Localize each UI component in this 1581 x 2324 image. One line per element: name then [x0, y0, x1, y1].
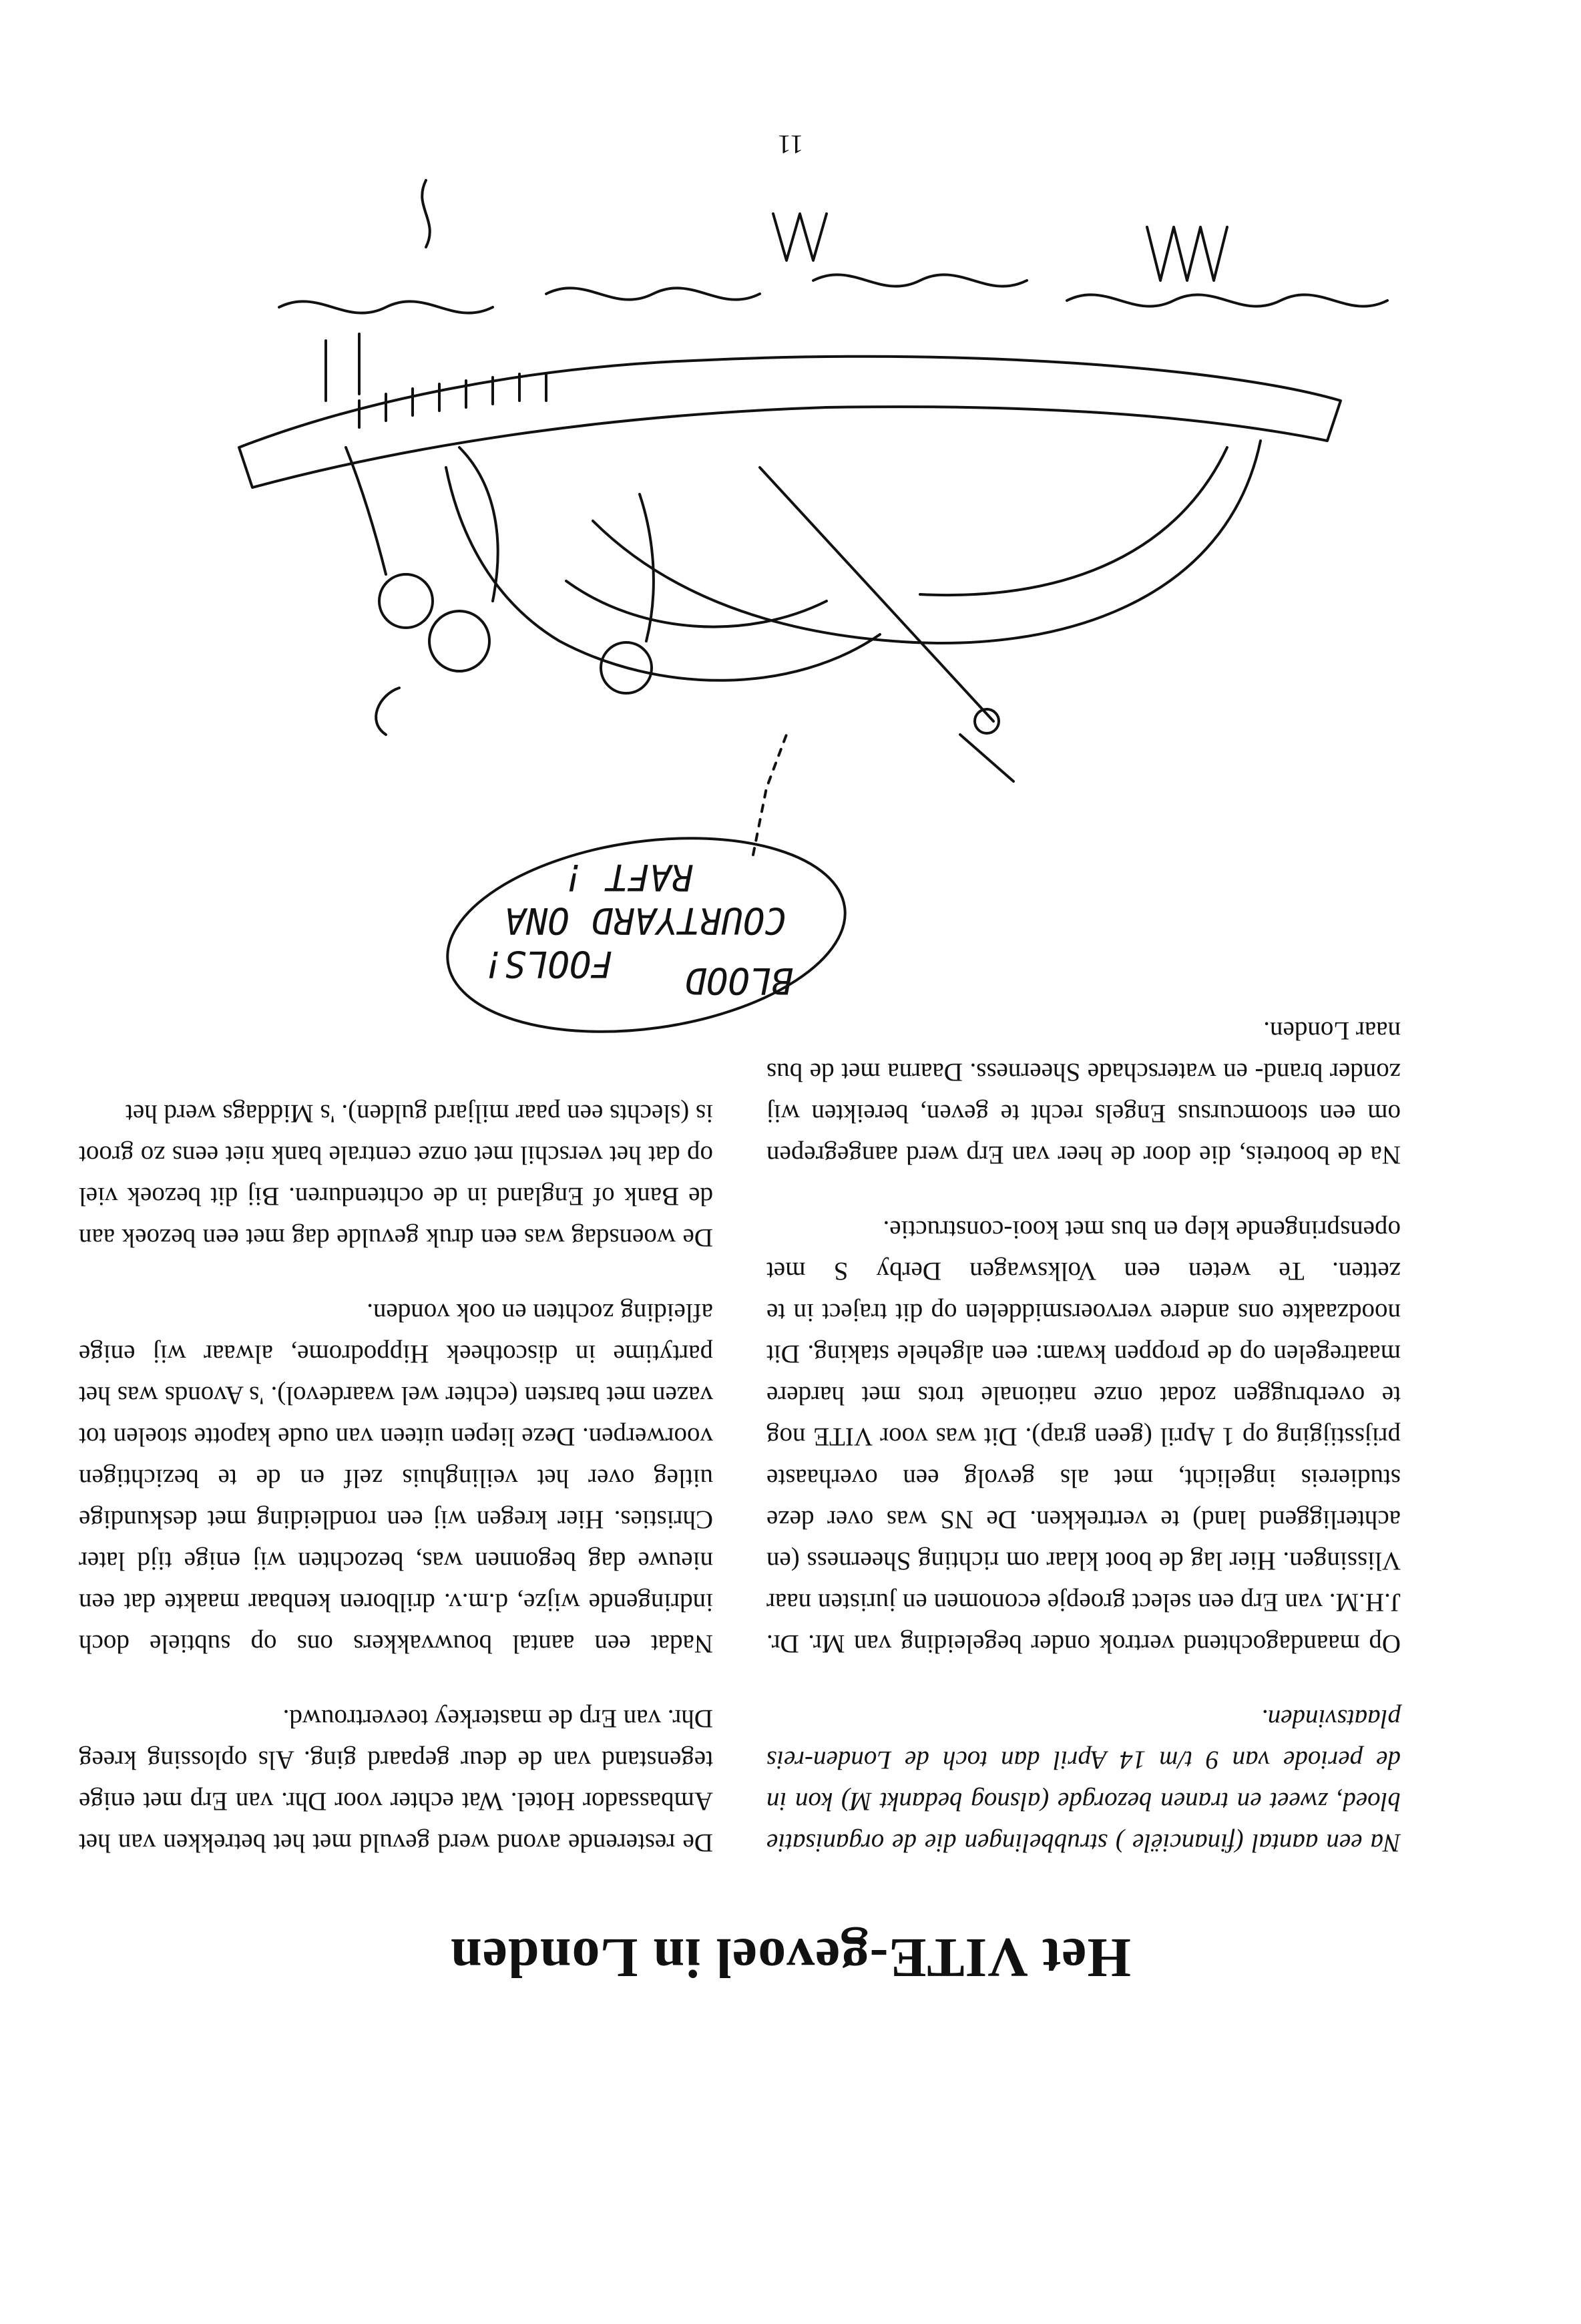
- body-paragraph: Na de bootreis, die door de heer van Erp werd aangegrepen om een stoomcursus Engels recht te geven, bereikten wij zonder brand- en waterschade Sheerness. Daarna met de bus naar Londen.: [766, 1016, 1401, 1169]
- body-paragraph: Op maandagochtend vertrok onder begeleiding van Mr. Dr. J.H.M. van Erp een select groepje economen en juristen naar Vlissingen. Hier lag de boot klaar om richting Sheerness (en achterliggend land) te vertrekken. De NS was over deze studiereis ingelicht, met als gevolg een overhaaste prijsstijging op 1 April (geen grap). Dit was voor VITE nog te overbruggen zodat onze nationale trots met hardere maatregelen op de proppen kwam: een algehele staking. Dit noodzaakte ons andere vervoersmiddelen op dit traject in te zetten. Te weten een Volkswagen Derby S met openspringende klep en bus met kooi-constructie.: [766, 1215, 1401, 1658]
- cartoon-illustration: [159, 100, 1427, 1069]
- body-paragraph: Nadat een aantal bouwvakkers ons op subtiele doch indringende wijze, d.m.v. drilboren kenbaar maakte dat een nieuwe dag begonnen was, bezochten wij enige tijd later Christies. Hier kregen wij een rondleiding met deskundige uitleg over het veilinghuis zelf en de te bezichtigen voorwerpen. Deze liepen uiteen van oude kapotte stoelen tot vazen met barsten (echter wel waardevol). 's Avonds was het partytime in discotheek Hippodrome, alwaar wij enige afleiding zochten en ook vonden.: [79, 1298, 713, 1658]
- article-title: Het VITE-gevoel in Londen: [450, 1927, 1131, 1989]
- body-paragraph: De resterende avond werd gevuld met het betrekken van het Ambassador Hotel. Wat echter voor Dhr. van Erp met enige tegenstand van de deur gepaard ging. Als oplossing kreeg Dhr. van Erp de masterkey toevertrouwd.: [79, 1704, 713, 1857]
- waves: [1067, 295, 1387, 306]
- body-paragraph: De woensdag was een druk gevulde dag met een bezoek aan de Bank of England in de ochtenduren. Bij dit bezoek viel op dat het verschil met onze centrale bank niet eens zo groot is (slechts een paar miljard gulden). 's Middags werd het: [79, 1099, 713, 1252]
- boat-hull: [239, 357, 1341, 488]
- bubble-text-line4: RAFT !: [562, 856, 693, 898]
- page-number: 11: [777, 130, 804, 160]
- right-column: [79, 1059, 713, 1863]
- left-column: [766, 976, 1401, 1863]
- bubble-text-line3: COURTYARD ONA: [504, 900, 786, 942]
- bubble-text-line1: BLOOD: [684, 960, 793, 1002]
- intro-paragraph: Na een aantal (financiële ) strubbelingen die de organisatie bloed, zweet en tranen bezorgde (alsnog bedankt M) kon in de periode van 9 t/m 14 April dan toch de Londen-reis plaatsvinden.: [766, 1704, 1401, 1857]
- cartoon-drawing: [159, 100, 1427, 1069]
- bubble-text-line2: FOOLS!: [482, 943, 613, 985]
